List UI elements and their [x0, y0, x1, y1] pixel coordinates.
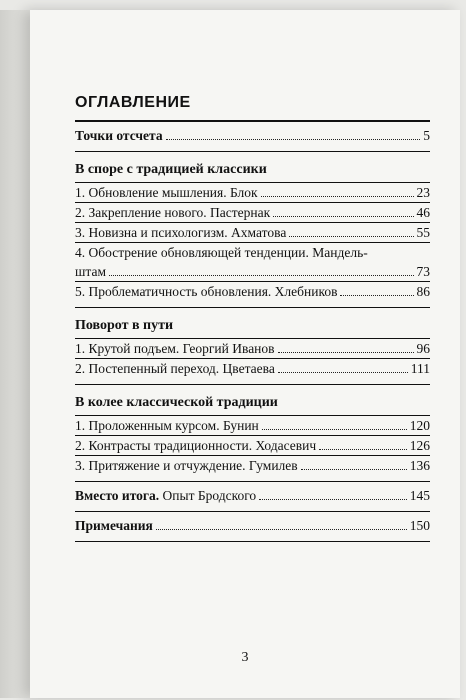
toc-entry[interactable] — [75, 282, 430, 301]
toc-entry-page: 55 — [416, 225, 430, 240]
toc-section-1 — [75, 152, 430, 307]
toc-entry-label: 5. Проблематичность обновления. Хлебников — [75, 284, 338, 299]
toc-intro-block — [75, 122, 430, 151]
toc-entry-label-rest: Опыт Бродского — [159, 488, 257, 503]
toc-entry-label-line1: 4. Обострение обновляющей тенденции. Мандель- — [75, 245, 368, 260]
leader-dots — [262, 429, 407, 430]
toc-entry-notes[interactable] — [75, 516, 430, 535]
toc-entry-wrapped-line[interactable] — [75, 243, 430, 262]
leader-dots — [109, 275, 414, 276]
page-number: 3 — [241, 650, 249, 665]
toc-entry-label: Примечания — [75, 518, 153, 533]
toc-entry-page: 5 — [423, 128, 430, 143]
toc-entry-label-bold: Вместо итога. — [75, 488, 160, 503]
toc-entry-label-line2: штам — [75, 264, 106, 279]
toc-entry[interactable] — [75, 223, 430, 242]
toc-entry-page: 96 — [416, 341, 430, 356]
section-title: Поворот в пути — [75, 318, 174, 333]
toc-entry-page: 120 — [409, 418, 430, 433]
toc-entry[interactable] — [75, 456, 430, 475]
toc-entry-page: 126 — [409, 438, 430, 453]
toc-entry-label: Точки отсчета — [75, 128, 163, 143]
book-page — [30, 10, 460, 698]
toc-entry-label: 2. Постепенный переход. Цветаева — [75, 361, 275, 376]
toc-entry-page: 46 — [416, 205, 430, 220]
toc-entry-label: 1. Проложенным курсом. Бунин — [75, 418, 259, 433]
toc-entry-conclusion[interactable] — [75, 486, 430, 505]
toc-entry[interactable] — [75, 436, 430, 455]
leader-dots — [273, 216, 413, 217]
toc-notes-block — [75, 512, 430, 541]
table-of-contents — [75, 94, 430, 542]
toc-section-2 — [75, 308, 430, 384]
toc-entry-label: 1. Крутой подъем. Георгий Иванов — [75, 341, 275, 356]
leader-dots — [261, 196, 414, 197]
leader-dots — [278, 372, 408, 373]
leader-dots — [319, 449, 407, 450]
toc-section-3 — [75, 385, 430, 481]
leader-dots — [166, 139, 421, 140]
toc-entry-page: 73 — [416, 264, 430, 279]
toc-entry[interactable] — [75, 203, 430, 222]
toc-entry-page: 111 — [410, 361, 430, 376]
toc-entry-label: 3. Новизна и психологизм. Ахматова — [75, 225, 287, 240]
toc-entry-page: 136 — [409, 458, 430, 473]
toc-conclusion-block — [75, 482, 430, 511]
toc-entry-label: 1. Обновление мышления. Блок — [75, 185, 258, 200]
toc-entry-label: 2. Контрасты традиционности. Ходасевич — [75, 438, 317, 453]
toc-entry-label: 2. Закрепление нового. Пастернак — [75, 205, 271, 220]
toc-entry-label: 3. Притяжение и отчуждение. Гумилев — [75, 458, 298, 473]
leader-dots — [301, 469, 407, 470]
toc-entry[interactable] — [75, 416, 430, 435]
toc-entry[interactable] — [75, 339, 430, 358]
section-title: В споре с традицией классики — [75, 162, 267, 177]
toc-entry-intro[interactable] — [75, 126, 430, 145]
toc-entry[interactable] — [75, 183, 430, 202]
book-spine — [0, 10, 30, 698]
toc-entry-page: 150 — [409, 518, 430, 533]
leader-dots — [278, 352, 414, 353]
toc-entry[interactable] — [75, 262, 430, 281]
section-rule — [75, 541, 430, 542]
toc-entry-page: 23 — [416, 185, 430, 200]
toc-heading: ОГЛАВЛЕНИЕ — [75, 94, 191, 111]
toc-entry-page: 86 — [416, 284, 430, 299]
toc-entry-page: 145 — [409, 488, 430, 503]
leader-dots — [259, 499, 407, 500]
section-title: В колее классической традиции — [75, 395, 278, 410]
leader-dots — [156, 529, 407, 530]
toc-entry-label — [75, 486, 256, 505]
toc-entry[interactable] — [75, 359, 430, 378]
leader-dots — [289, 236, 413, 237]
leader-dots — [340, 295, 413, 296]
